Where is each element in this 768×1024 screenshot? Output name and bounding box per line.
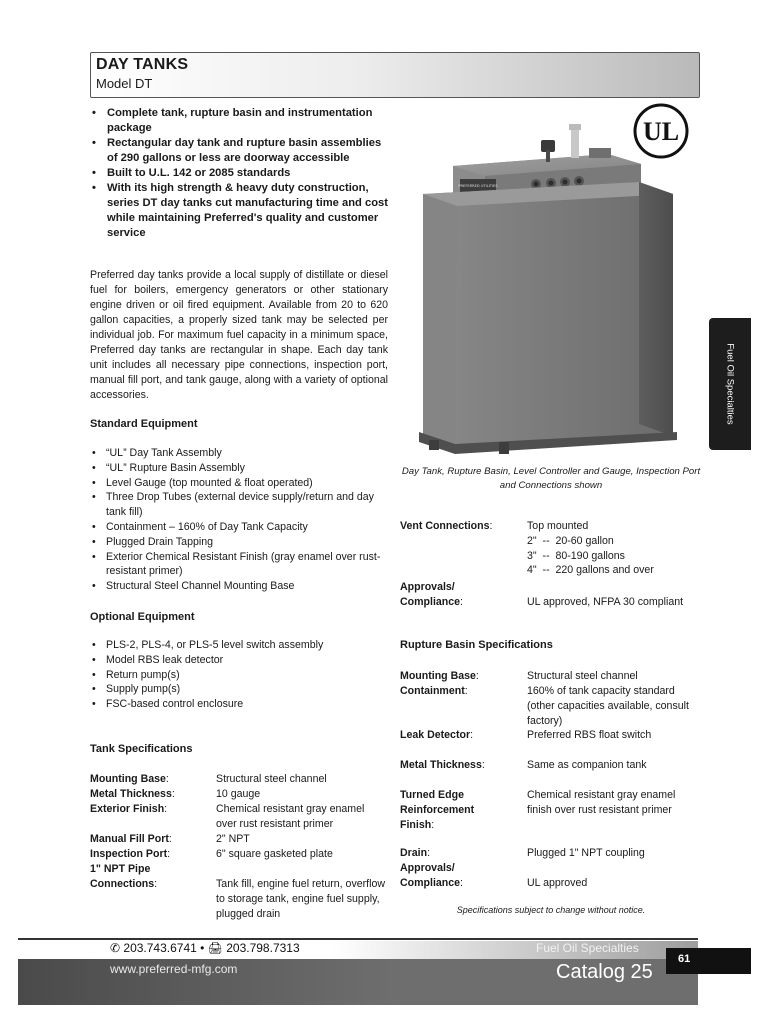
model-subtitle: Model DT <box>96 76 153 91</box>
spec-label: Containment <box>400 685 465 697</box>
spec-value: UL approved <box>527 877 588 889</box>
list-item: • Return pump(s) <box>90 668 390 683</box>
footer-catalog: Catalog 25 <box>556 961 653 983</box>
spec-label: Mounting Base <box>400 670 476 682</box>
spec-label: Manual Fill Port <box>90 833 169 845</box>
spec-colon: : <box>475 670 479 682</box>
spec-row <box>90 787 390 802</box>
spec-row <box>400 846 700 861</box>
spec-value: 160% of tank capacity standard (other capacities available, consult factory) <box>527 685 689 727</box>
list-item: • Supply pump(s) <box>90 682 390 697</box>
optional-equipment-heading: Optional Equipment <box>90 611 195 623</box>
disclaimer-note: Specifications subject to change without notice. <box>456 905 646 915</box>
list-item: • Plugged Drain Tapping <box>90 535 390 550</box>
spec-row <box>400 788 700 846</box>
spec-colon: : <box>489 520 493 532</box>
footer-contact: ✆ 203.743.6741 • 🖨 203.798.7313 <box>110 941 300 955</box>
spec-label: Inspection Port <box>90 848 168 860</box>
spec-label: Exterior Finish <box>90 803 165 815</box>
feature-list <box>90 106 390 241</box>
spec-value: Structural steel channel <box>527 670 638 682</box>
rupture-basin <box>423 182 673 448</box>
spec-row <box>400 728 700 758</box>
header-banner <box>90 52 700 98</box>
spec-value: Chemical resistant gray enamel finish over rust resistant primer <box>527 789 676 816</box>
list-item: • FSC-based control enclosure <box>90 697 390 712</box>
spec-value: Tank fill, engine fuel return, overflow to storage tank, engine fuel supply, plugged drain <box>216 878 385 920</box>
spec-colon: : <box>171 788 175 800</box>
spec-row <box>400 758 700 788</box>
feature-item: • Complete tank, rupture basin and instrumentation package <box>90 106 390 136</box>
standard-equipment-heading: Standard Equipment <box>90 418 198 430</box>
side-tab-label: Fuel Oil Specialties <box>724 343 736 425</box>
optional-equipment-list <box>90 638 390 712</box>
list-item: • Containment – 160% of Day Tank Capacity <box>90 520 390 535</box>
spec-colon: : <box>431 818 435 831</box>
list-item: • PLS-2, PLS-4, or PLS-5 level switch assembly <box>90 638 390 653</box>
spec-row <box>90 832 390 847</box>
ul-logo-text: UL <box>642 117 680 146</box>
spec-value: 2" NPT <box>216 833 250 845</box>
spec-label: Metal Thickness <box>90 788 172 800</box>
rupture-basin-heading: Rupture Basin Specifications <box>400 639 553 651</box>
footer-section-name: Fuel Oil Specialties <box>536 941 639 955</box>
ul-listed-logo <box>633 103 689 159</box>
list-item: • Exterior Chemical Resistant Finish (gray enamel over rust-resistant primer) <box>90 550 390 580</box>
image-caption: Day Tank, Rupture Basin, Level Controller and Gauge, Inspection Port and Connections shown <box>401 466 701 491</box>
spec-colon: : <box>470 729 474 741</box>
spec-label: Vent Connections <box>400 520 490 532</box>
spec-colon: : <box>167 848 171 860</box>
level-gauge <box>571 128 579 158</box>
page-number-box <box>666 948 751 974</box>
footer-website[interactable]: www.preferred-mfg.com <box>110 962 238 976</box>
spec-row <box>90 862 390 920</box>
list-item: • Model RBS leak detector <box>90 653 390 668</box>
page-number: 61 <box>678 953 691 965</box>
spec-colon: : <box>464 685 468 697</box>
standard-equipment-list <box>90 446 390 594</box>
spec-row <box>90 772 390 787</box>
list-item: • Structural Steel Channel Mounting Base <box>90 579 390 594</box>
rupture-specs-table <box>400 669 700 891</box>
tank-specs-heading: Tank Specifications <box>90 743 193 755</box>
basin-side <box>639 182 673 436</box>
feature-item: • Built to U.L. 142 or 2085 standards <box>90 166 390 181</box>
spec-colon: : <box>165 773 169 785</box>
spec-colon: : <box>168 833 172 845</box>
spec-label: Approvals/ Compliance <box>400 862 461 889</box>
vent-line: Top mounted <box>527 520 589 532</box>
feature-item: • With its high strength & heavy duty construction, series DT day tanks cut manufacturing time and cost while maintaining Preferred's quality and customer service <box>90 181 390 241</box>
spec-label: Leak Detector <box>400 729 471 741</box>
spec-value: Chemical resistant gray enamel over rust resistant primer <box>216 803 365 830</box>
spec-colon: : <box>460 595 463 608</box>
spec-value: 6" square gasketed plate <box>216 848 333 860</box>
spec-value: Plugged 1" NPT coupling <box>527 847 645 859</box>
spec-value: UL approved, NFPA 30 compliant <box>527 596 684 608</box>
spec-value: Same as companion tank <box>527 759 647 771</box>
list-item: • Three Drop Tubes (external device supply/return and day tank fill) <box>90 490 390 520</box>
spec-value: 10 gauge <box>216 788 261 800</box>
tank-specs-table <box>90 772 390 920</box>
spec-label: Metal Thickness <box>400 759 482 771</box>
spec-row <box>400 669 700 684</box>
spec-colon: : <box>481 759 485 771</box>
spec-colon: : <box>427 847 431 859</box>
spec-row <box>400 684 700 728</box>
vent-line: 4" -- 220 gallons and over <box>527 564 654 577</box>
list-item: • “UL” Day Tank Assembly <box>90 446 390 461</box>
spec-label: 1" NPT Pipe Connections <box>90 863 155 890</box>
list-item: • “UL” Rupture Basin Assembly <box>90 461 390 476</box>
spec-row <box>90 847 390 862</box>
nameplate-text: PREFERRED UTILITIES <box>458 184 498 188</box>
page-title: DAY TANKS <box>96 56 189 73</box>
intro-paragraph: Preferred day tanks provide a local supply of distillate or diesel fuel for boilers, emergency generators or other stationary engine driven or oil fired equipment. Available from 20 to 620 gallon capacities, a properly sized tank may be selected per individual job. For maximum fuel capacity in a minimum space, Preferred day tanks are rectangular in shape. Each day tank unit includes all necessary pipe connections, inspection port, manual fill port, and tank gauge, along with a variety of optional accessories. <box>90 269 388 401</box>
spec-value: Structural steel channel <box>216 773 327 785</box>
feature-item: • Rectangular day tank and rupture basin assemblies of 290 gallons or less are doorway accessible <box>90 136 390 166</box>
vent-line: 3" -- 80-190 gallons <box>527 549 625 562</box>
spec-label: Turned Edge Reinforcement Finish <box>400 789 475 831</box>
list-item: • Level Gauge (top mounted & float operated) <box>90 476 390 491</box>
spec-colon: : <box>164 803 168 815</box>
spec-colon: : <box>154 877 158 890</box>
spec-label: Approvals/ Compliance <box>400 581 461 608</box>
vent-line: 2" -- 20-60 gallon <box>527 534 614 547</box>
spec-row <box>400 861 700 891</box>
spec-label: Mounting Base <box>90 773 166 785</box>
footer-rule <box>18 938 698 940</box>
spec-row <box>90 802 390 832</box>
spec-label: Drain <box>400 847 428 859</box>
spec-value: Preferred RBS float switch <box>527 729 652 741</box>
spec-colon: : <box>460 876 463 889</box>
section-side-tab <box>709 318 751 450</box>
